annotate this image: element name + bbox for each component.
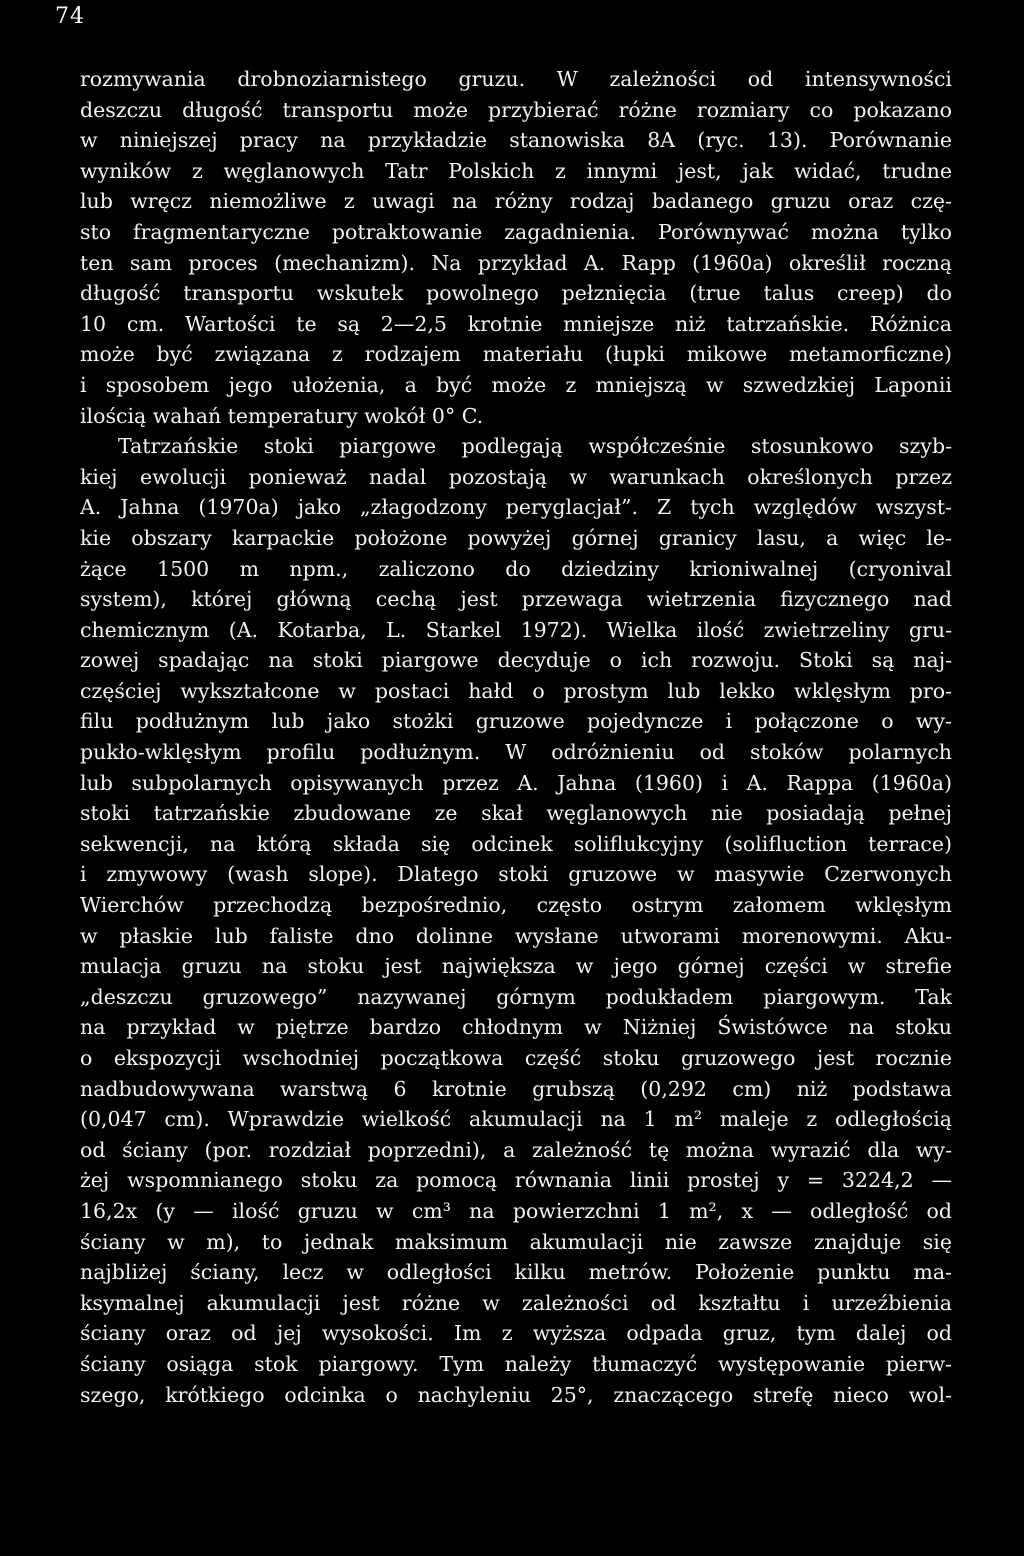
text-line: ściany osiąga stok piargowy. Tym należy tłumaczyć występowanie pierw- <box>80 1351 952 1376</box>
text-line: ściany oraz od jej wysokości. Im z wyższa odpada gruz, tym dalej od <box>80 1321 952 1346</box>
text-line: stoki tatrzańskie zbudowane ze skał węglanowych nie posiadają pełnej <box>80 801 952 826</box>
text-line: (0,047 cm). Wprawdzie wielkość akumulacji na 1 m² maleje z odległością <box>80 1107 952 1132</box>
text-line: i zmywowy (wash slope). Dlatego stoki gruzowe w masywie Czerwonych <box>80 862 952 887</box>
text-line: rozmywania drobnoziarnistego gruzu. W zależności od intensywności <box>80 67 952 91</box>
text-line: ksymalnej akumulacji jest różne w zależności od kształtu i urzeźbienia <box>80 1290 952 1315</box>
text-line: żące 1500 m npm., zaliczono do dziedziny krioniwalnej (cryonival <box>80 556 952 581</box>
text-line: w niniejszej pracy na przykładzie stanowiska 8A (ryc. 13). Porównanie <box>80 128 952 153</box>
text-line: Wierchów przechodzą bezpośrednio, często ostrym załomem wklęsłym <box>80 893 952 918</box>
text-line: Tatrzańskie stoki piargowe podlegają współcześnie stosunkowo szyb- <box>118 434 952 459</box>
text-line: na przykład w piętrze bardzo chłodnym w Niżniej Świstówce na stoku <box>80 1015 952 1040</box>
text-line: długość transportu wskutek powolnego pełznięcia (true talus creep) do <box>80 281 952 306</box>
text-line: może być związana z rodzajem materiału (łupki mikowe metamorficzne) <box>80 342 952 367</box>
text-line: mulacja gruzu na stoku jest największa w jego górnej części w strefie <box>80 954 952 979</box>
text-line: ściany w m), to jednak maksimum akumulacji nie zawsze znajduje się <box>80 1229 952 1254</box>
text-line: „deszczu gruzowego” nazywanej górnym podukładem piargowym. Tak <box>80 984 952 1009</box>
text-line: najbliżej ściany, lecz w odległości kilku metrów. Położenie punktu ma- <box>80 1260 952 1285</box>
text-line: A. Jahna (1970a) jako „złagodzony peryglacjał”. Z tych względów wszyst- <box>80 495 952 520</box>
body-text <box>80 64 952 1410</box>
text-line: 16,2x (y — ilość gruzu w cm³ na powierzchni 1 m², x — odległość od <box>80 1198 952 1223</box>
text-line: deszczu długość transportu może przybierać różne rozmiary co pokazano <box>80 97 952 122</box>
text-line: wyników z węglanowych Tatr Polskich z innymi jest, jak widać, trudne <box>80 158 952 183</box>
text-line: system), której główną cechą jest przewaga wietrzenia fizycznego nad <box>80 587 952 612</box>
text-line: filu podłużnym lub jako stożki gruzowe pojedyncze i połączone o wy- <box>80 709 952 734</box>
text-line: lub subpolarnych opisywanych przez A. Jahna (1960) i A. Rappa (1960a) <box>80 770 952 795</box>
text-line: ten sam proces (mechanizm). Na przykład A. Rapp (1960a) określił roczną <box>80 250 952 275</box>
text-line: żej wspomnianego stoku za pomocą równania linii prostej y = 3224,2 — <box>80 1168 952 1193</box>
text-line: kie obszary karpackie położone powyżej górnej granicy lasu, a więc le- <box>80 525 952 550</box>
text-line: sekwencji, na którą składa się odcinek soliflukcyjny (solifluction terrace) <box>80 831 952 856</box>
text-line: pukło-wklęsłym profilu podłużnym. W odróżnieniu od stoków polarnych <box>80 740 952 765</box>
text-line: od ściany (por. rozdział poprzedni), a zależność tę można wyrazić dla wy- <box>80 1137 952 1162</box>
text-line: ilością wahań temperatury wokół 0° C. <box>80 403 484 428</box>
text-line: szego, krótkiego odcinka o nachyleniu 25°, znaczącego strefę nieco wol- <box>80 1382 952 1407</box>
text-line: nadbudowywana warstwą 6 krotnie grubszą (0,292 cm) niż podstawa <box>80 1076 952 1101</box>
text-line: chemicznym (A. Kotarba, L. Starkel 1972). Wielka ilość zwietrzeliny gru- <box>80 617 952 642</box>
page-number: 74 <box>55 4 85 29</box>
text-line: lub wręcz niemożliwe z uwagi na różny rodzaj badanego gruzu oraz czę- <box>80 189 952 214</box>
text-line: częściej wykształcone w postaci hałd o prostym lub lekko wklęsłym pro- <box>80 678 952 703</box>
text-line: o ekspozycji wschodniej początkowa część stoku gruzowego jest rocznie <box>80 1046 952 1070</box>
text-line: kiej ewolucji ponieważ nadal pozostają w warunkach określonych przez <box>80 464 952 489</box>
text-line: i sposobem jego ułożenia, a być może z mniejszą w szwedzkiej Laponii <box>80 372 952 397</box>
text-line: 10 cm. Wartości te są 2—2,5 krotnie mniejsze niż tatrzańskie. Różnica <box>80 311 952 336</box>
text-line: w płaskie lub faliste dno dolinne wysłane utworami morenowymi. Aku- <box>80 923 952 948</box>
text-line: sto fragmentaryczne potraktowanie zagadnienia. Porównywać można tylko <box>80 219 952 244</box>
text-line: zowej spadając na stoki piargowe decyduje o ich rozwoju. Stoki są naj- <box>80 648 952 673</box>
